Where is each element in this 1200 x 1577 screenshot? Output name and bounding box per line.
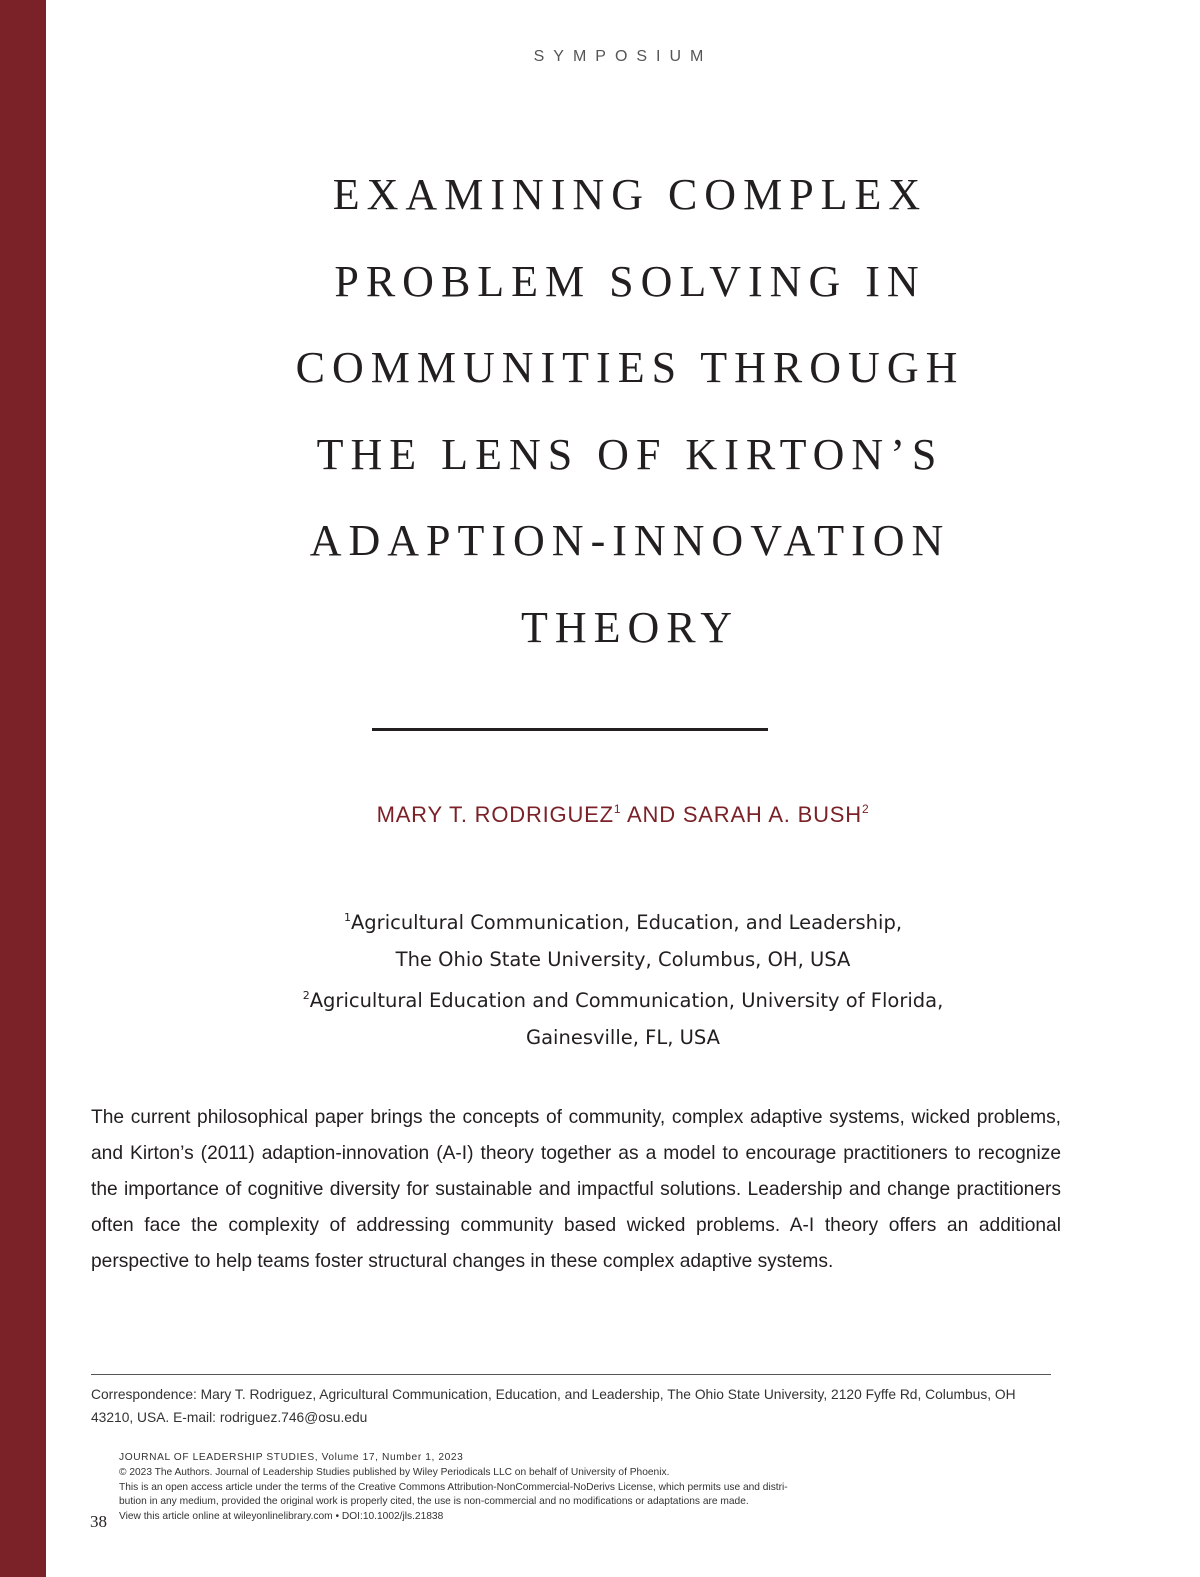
affiliation-2-mark: 2	[302, 989, 310, 1002]
affiliation-1-line-1	[46, 900, 1200, 942]
title-line-5: ADAPTION-INNOVATION	[309, 516, 951, 565]
affiliation-2-line-2: Gainesville, FL, USA	[525, 1025, 720, 1049]
copyright-line: © 2023 The Authors. Journal of Leadership Studies published by Wiley Periodicals LLC on behalf of University of Phoenix.	[119, 1466, 670, 1478]
title-line-1: EXAMINING COMPLEX	[332, 170, 928, 219]
author-1-affiliation-mark: 1	[613, 802, 622, 816]
affiliation-1-mark: 1	[343, 911, 351, 924]
page-number: 38	[90, 1512, 107, 1531]
affiliation-1-line-2: The Ohio State University, Columbus, OH, USA	[395, 947, 851, 971]
side-color-bar	[0, 0, 46, 1577]
article-title	[60, 152, 1200, 671]
author-2-name: SARAH A. BUSH	[682, 802, 862, 827]
author-connector: AND	[621, 802, 683, 827]
journal-citation: JOURNAL OF LEADERSHIP STUDIES, Volume 17, Number 1, 2023	[119, 1452, 464, 1463]
license-line-2: bution in any medium, provided the original work is properly cited, the use is non-commercial and no modifications or adaptations are made.	[119, 1496, 749, 1508]
online-doi-line: View this article online at wileyonlinelibrary.com • DOI:10.1002/jls.21838	[119, 1511, 444, 1523]
footnote-divider	[91, 1374, 1051, 1375]
abstract: The current philosophical paper brings the concepts of community, complex adaptive systems, wicked problems, and Kirton’s (2011) adaption-innovation (A-I) theory together as a model to encourage practitioners to recognize the importance of cognitive diversity for sustainable and impactful solutions. Leadership and change practitioners often face the complexity of addressing community based wicked problems. A-I theory offers an additional perspective to help teams foster structural changes in these complex adaptive systems.	[91, 1107, 1061, 1272]
title-line-4: THE LENS OF KIRTON’S	[316, 429, 944, 479]
author-2-affiliation-mark: 2	[861, 802, 870, 816]
license-line-1: This is an open access article under the terms of the Creative Commons Attribution-NonCommercial-NoDerivs License, which permits use and distri-	[119, 1481, 788, 1493]
affiliation-2-text: Agricultural Education and Communication, University of Florida,	[309, 989, 944, 1012]
title-divider	[372, 728, 768, 731]
correspondence-note: Correspondence: Mary T. Rodriguez, Agricultural Communication, Education, and Leadership, The Ohio State University, 2120 Fyffe Rd, Columbus, OH 43210, USA. E-mail: rodriguez.746@osu.edu	[91, 1387, 1016, 1425]
author-list	[46, 802, 1200, 828]
affiliation-2-line-1	[46, 978, 1200, 1020]
affiliation-1-text: Agricultural Communication, Education, and Leadership,	[350, 911, 903, 934]
section-label: SYMPOSIUM	[533, 48, 713, 65]
journal-info	[119, 1451, 1019, 1525]
title-line-3: COMMUNITIES THROUGH	[295, 343, 965, 392]
title-line-2: PROBLEM SOLVING IN	[334, 256, 926, 306]
author-1-name: MARY T. RODRIGUEZ	[376, 802, 614, 827]
title-line-6: THEORY	[521, 602, 739, 652]
affiliations	[46, 900, 1200, 1056]
